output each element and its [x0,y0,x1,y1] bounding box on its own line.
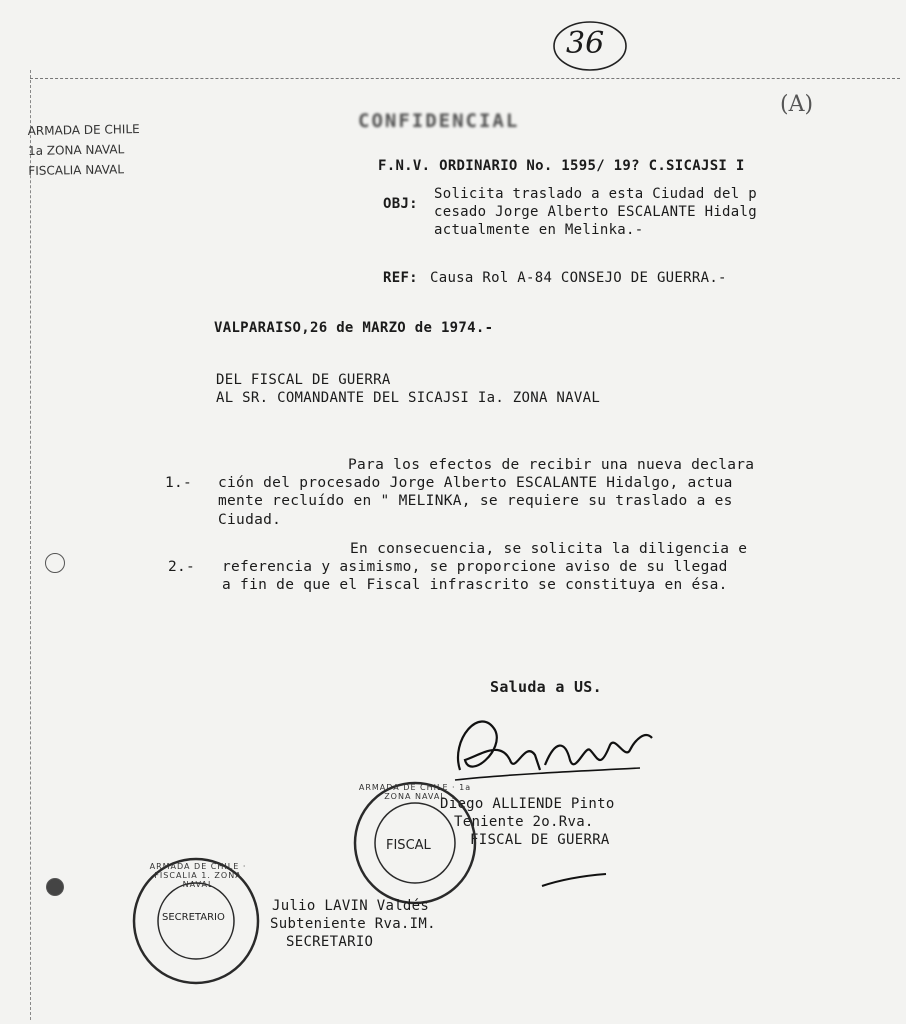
letterhead-line1: ARMADA DE CHILE [27,122,140,138]
closing-salutation: Saluda a US. [490,678,602,696]
ordinario-line: F.N.V. ORDINARIO No. 1595/ 19? C.SICAJSI I [378,158,745,174]
paragraph-1-number: 1.- [165,475,193,491]
obj-label: OBJ: [383,196,418,212]
paragraph-1-line-4: Ciudad. [218,512,282,528]
punch-hole-bottom [46,878,64,896]
secretario-seal-center: SECRETARIO [162,912,225,923]
fiscal-seal-ring-text: ARMADA DE CHILE · 1a ZONA NAVAL [358,783,472,801]
to-line: AL SR. COMANDANTE DEL SICAJSI Ia. ZONA NAVAL [216,390,601,406]
paragraph-2-line-1: En consecuencia, se solicita la diligencia e [350,541,748,557]
signatory-1-rank: Teniente 2o.Rva. [454,814,594,830]
paragraph-2-line-3: a fin de que el Fiscal infrascrito se constituya en ésa. [222,577,728,593]
signatory-1-title: FISCAL DE GUERRA [470,832,610,848]
top-rule [30,78,900,79]
from-line: DEL FISCAL DE GUERRA [216,372,391,388]
paragraph-1-line-1: Para los efectos de recibir una nueva declara [348,457,755,473]
secretario-seal-ring-text: ARMADA DE CHILE · FISCALIA 1. ZONA NAVAL [149,862,247,889]
paragraph-1-line-2: ción del procesado Jorge Alberto ESCALANTE Hidalgo, actua [218,475,733,491]
left-margin-line [30,70,32,1020]
ref-label: REF: [383,270,418,286]
date-line: VALPARAISO,26 de MARZO de 1974.- [214,320,494,336]
paragraph-2-number: 2.- [168,559,196,575]
ref-text: Causa Rol A-84 CONSEJO DE GUERRA.- [430,270,727,286]
signatory-2-rank: Subteniente Rva.IM. [270,916,436,932]
ink-stroke [540,870,610,890]
signatory-2-name: Julio LAVIN Valdés [272,898,430,914]
obj-line-1: Solicita traslado a esta Ciudad del p [434,186,757,202]
signatory-1-name: Diego ALLIENDE Pinto [440,796,615,812]
letterhead-line3: FISCALIA NAVAL [28,162,125,178]
obj-line-2: cesado Jorge Alberto ESCALANTE Hidalg [434,204,757,220]
page-number: 36 [566,26,605,61]
letterhead-line2: 1a ZONA NAVAL [27,142,125,158]
header-stamp: CONFIDENCIAL [358,110,520,132]
letterhead [27,119,140,181]
obj-line-3: actualmente en Melinka.- [434,222,644,238]
paragraph-2-line-2: referencia y asimismo, se proporcione aviso de su llegad [222,559,728,575]
fiscal-seal-center: FISCAL [386,838,431,853]
punch-hole-top [45,553,65,573]
signatory-2-title: SECRETARIO [286,934,374,950]
corner-mark: (A) [780,92,814,117]
paragraph-1-line-3: mente recluído en " MELINKA, se requiere su traslado a es [218,493,733,509]
